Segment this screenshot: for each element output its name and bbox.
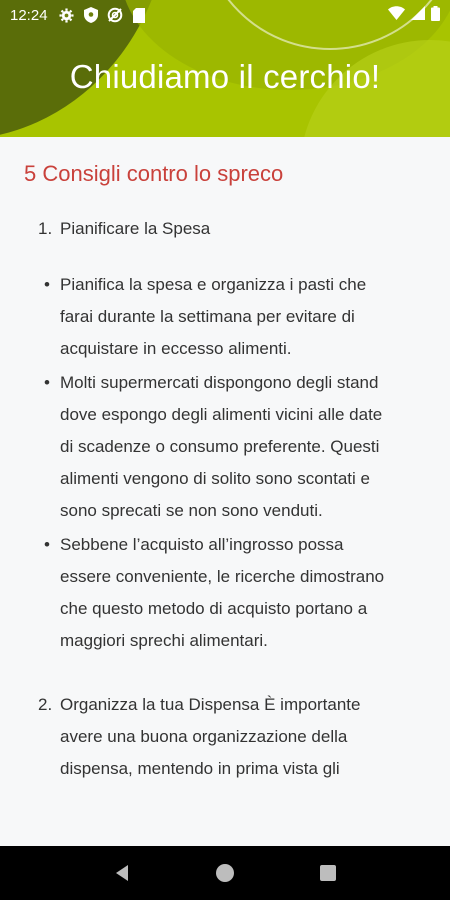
gear-icon [58,6,76,24]
section-title: 5 Consigli contro lo spreco [24,161,284,186]
signal-icon [411,6,425,24]
step-number: 1. [38,219,53,238]
step-text: Pianificare la Spesa [60,219,211,238]
step-item [38,689,426,785]
bullet-text: Pianifica la spesa e organizza i pasti che farai durante la settimana per evitare di acquistare in eccesso alimenti. [60,275,367,358]
home-icon[interactable] [210,858,240,888]
bullet-dot: • [44,535,50,554]
battery-icon [431,6,440,25]
no-sync-icon [106,6,124,24]
bullet-item [44,269,426,365]
status-bar [0,0,450,30]
sd-card-icon [130,6,148,24]
recents-icon[interactable] [313,858,343,888]
bullet-text: Molti supermercati dispongono degli stand dove espongo degli alimenti vicini alle date di scadenze o consumo preferente. Questi alimenti vengono di solito sono scontati e sono sprecati se non sono venduti. [60,373,383,520]
bullet-text: Sebbene l’acquisto all’ingrosso possa essere conveniente, le ricerche dimostrano che questo metodo di acquisto portano a maggiori sprechi alimentari. [60,535,385,650]
back-icon[interactable] [107,858,137,888]
navigation-bar [0,846,450,900]
step-number: 2. [38,695,53,714]
step-item [38,213,426,245]
status-time: 12:24 [10,6,48,24]
wifi-icon [388,6,405,24]
step-text: Organizza la tua Dispensa È importante avere una buona organizzazione della dispensa, mentendo in prima vista gli [60,695,361,778]
bullet-dot: • [44,373,50,392]
tips-content[interactable] [0,137,450,846]
status-right-group [388,6,440,25]
bullet-list [44,269,426,657]
bullet-item [44,529,426,657]
bullet-item [44,367,426,527]
app-title: Chiudiamo il cerchio! [69,58,381,95]
shield-icon [82,6,100,24]
bullet-dot: • [44,275,50,294]
